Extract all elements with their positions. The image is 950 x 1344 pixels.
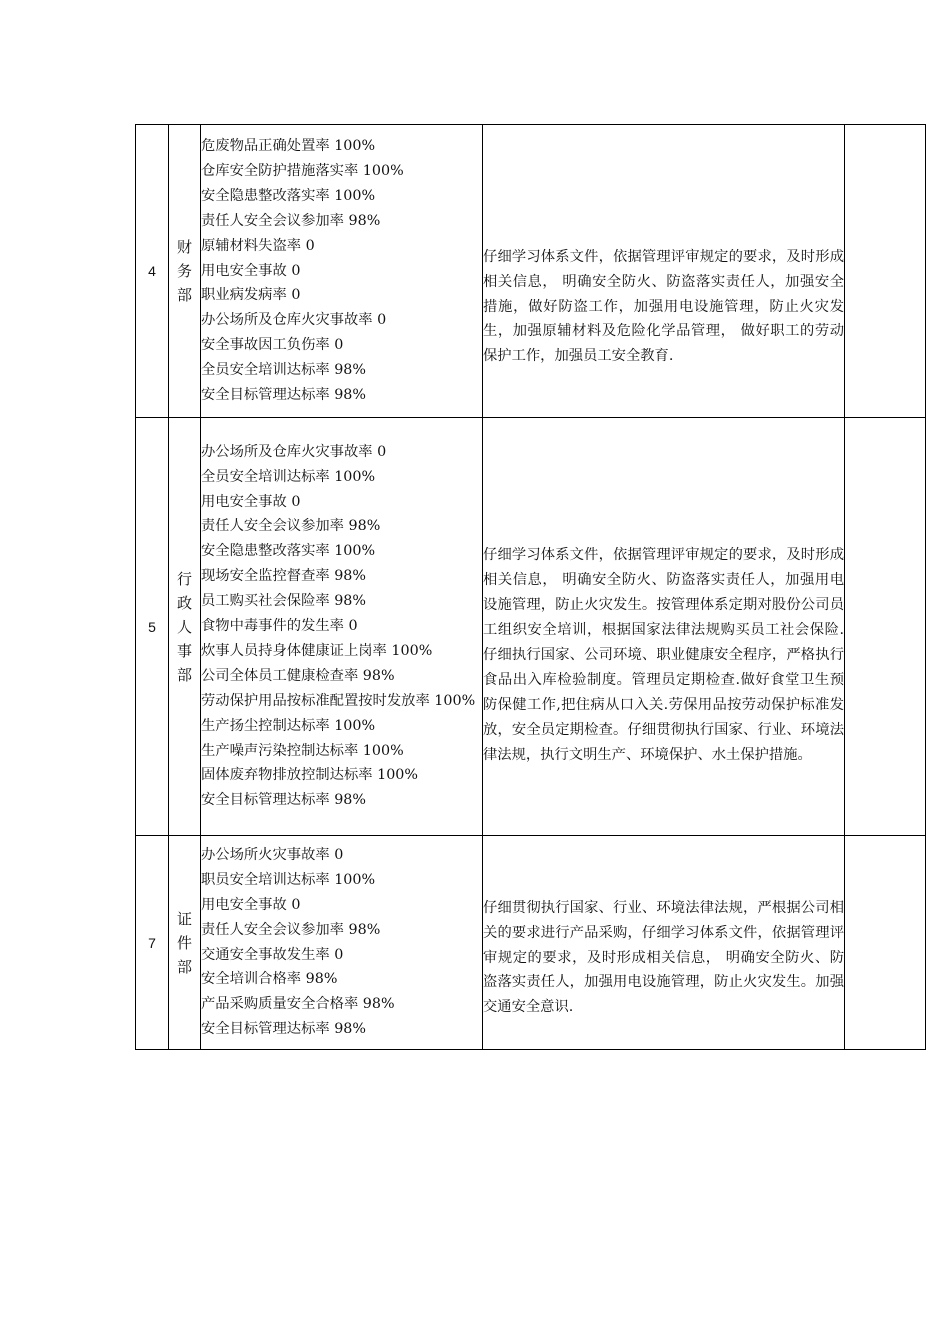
target-item: 安全目标管理达标率 98% bbox=[201, 792, 366, 809]
target-item: 办公场所火灾事故率 0 bbox=[201, 846, 344, 863]
row-number: 4 bbox=[136, 125, 169, 418]
target-item: 炊事人员持身体健康证上岗率 100% bbox=[201, 642, 433, 659]
department-char: 政 bbox=[176, 593, 192, 612]
target-item: 安全事故因工负伤率 0 bbox=[201, 337, 344, 354]
department-char: 证 bbox=[176, 909, 192, 928]
department-name bbox=[169, 418, 201, 836]
target-item: 办公场所及仓库火灾事故率 0 bbox=[201, 312, 387, 329]
department-char: 务 bbox=[176, 262, 192, 280]
safety-measures: 仔细学习体系文件，依据管理评审规定的要求，及时形成相关信息， 明确安全防火、防盗落实责任人，加强用电设施管理，防止火灾发生。按管理体系定期对股份公司员工组织安全培训，根据国家法律法规购买员工社会保险.仔细执行国家、公司环境、职业健康安全程序，严格执行食品出入库检验制度。管理员定期检查.做好食堂卫生预防保健工作,把住病从口入关.劳保用品按劳动保护标准发放，安全员定期检查。仔细贯彻执行国家、行业、环境法律法规，执行文明生产、环境保护、水土保护措施。 bbox=[483, 418, 845, 836]
target-item: 安全目标管理达标率 98% bbox=[201, 1021, 366, 1038]
target-item: 全员安全培训达标率 98% bbox=[201, 362, 366, 379]
target-item: 办公场所及仓库火灾事故率 0 bbox=[201, 443, 387, 460]
target-item: 安全培训合格率 98% bbox=[201, 971, 338, 988]
target-item: 安全隐患整改落实率 100% bbox=[201, 543, 376, 560]
target-item: 公司全体员工健康检查率 98% bbox=[201, 667, 395, 684]
row-number: 7 bbox=[136, 836, 169, 1050]
department-char: 部 bbox=[176, 957, 192, 976]
department-char: 财 bbox=[176, 238, 192, 256]
department-char: 人 bbox=[176, 617, 192, 636]
row-number: 5 bbox=[136, 418, 169, 836]
target-item: 责任人安全会议参加率 98% bbox=[201, 212, 381, 229]
department-char: 件 bbox=[176, 933, 192, 952]
safety-targets bbox=[201, 418, 483, 836]
remarks-cell bbox=[845, 836, 926, 1050]
target-item: 固体废弃物排放控制达标率 100% bbox=[201, 767, 418, 784]
target-item: 用电安全事故 0 bbox=[201, 262, 301, 279]
target-item: 安全隐患整改落实率 100% bbox=[201, 187, 376, 204]
target-item: 食物中毒事件的发生率 0 bbox=[201, 618, 358, 635]
department-char: 行 bbox=[176, 569, 192, 588]
target-item: 仓库安全防护措施落实率 100% bbox=[201, 162, 404, 179]
target-item: 交通安全事故发生率 0 bbox=[201, 946, 344, 963]
target-item: 生产扬尘控制达标率 100% bbox=[201, 717, 376, 734]
department-char: 事 bbox=[176, 641, 192, 660]
target-item: 产品采购质量安全合格率 98% bbox=[201, 996, 395, 1013]
target-item: 生产噪声污染控制达标率 100% bbox=[201, 742, 404, 759]
target-item: 全员安全培训达标率 100% bbox=[201, 468, 376, 485]
remarks-cell bbox=[845, 125, 926, 418]
target-item: 用电安全事故 0 bbox=[201, 896, 301, 913]
safety-targets bbox=[201, 836, 483, 1050]
department-safety-table bbox=[135, 124, 926, 1050]
table-row bbox=[136, 125, 926, 418]
target-item: 职员安全培训达标率 100% bbox=[201, 871, 376, 888]
safety-measures: 仔细学习体系文件，依据管理评审规定的要求，及时形成相关信息， 明确安全防火、防盗落实责任人，加强安全措施，做好防盗工作，加强用电设施管理，防止火灾发生，加强原辅材料及危险化学品管理， 做好职工的劳动保护工作，加强员工安全教育. bbox=[483, 125, 845, 418]
department-name bbox=[169, 125, 201, 418]
department-char: 部 bbox=[176, 665, 192, 684]
target-item: 用电安全事故 0 bbox=[201, 493, 301, 510]
remarks-cell bbox=[845, 418, 926, 836]
target-item: 责任人安全会议参加率 98% bbox=[201, 518, 381, 535]
table-row bbox=[136, 836, 926, 1050]
table-row bbox=[136, 418, 926, 836]
target-item: 危废物品正确处置率 100% bbox=[201, 138, 376, 155]
safety-targets bbox=[201, 125, 483, 418]
target-item: 原辅材料失盗率 0 bbox=[201, 237, 315, 254]
target-item: 员工购买社会保险率 98% bbox=[201, 593, 366, 610]
department-name bbox=[169, 836, 201, 1050]
target-item: 责任人安全会议参加率 98% bbox=[201, 921, 381, 938]
target-item: 职业病发病率 0 bbox=[201, 287, 301, 304]
target-item: 安全目标管理达标率 98% bbox=[201, 387, 366, 404]
department-char: 部 bbox=[176, 286, 192, 304]
target-item: 劳动保护用品按标准配置按时发放率 100% bbox=[201, 692, 476, 709]
target-item: 现场安全监控督查率 98% bbox=[201, 568, 366, 585]
safety-measures: 仔细贯彻执行国家、行业、环境法律法规，严根据公司相关的要求进行产品采购，仔细学习体系文件，依据管理评审规定的要求，及时形成相关信息， 明确安全防火、防盗落实责任人，加强用电设施管理，防止火灾发生。加强交通安全意识. bbox=[483, 836, 845, 1050]
